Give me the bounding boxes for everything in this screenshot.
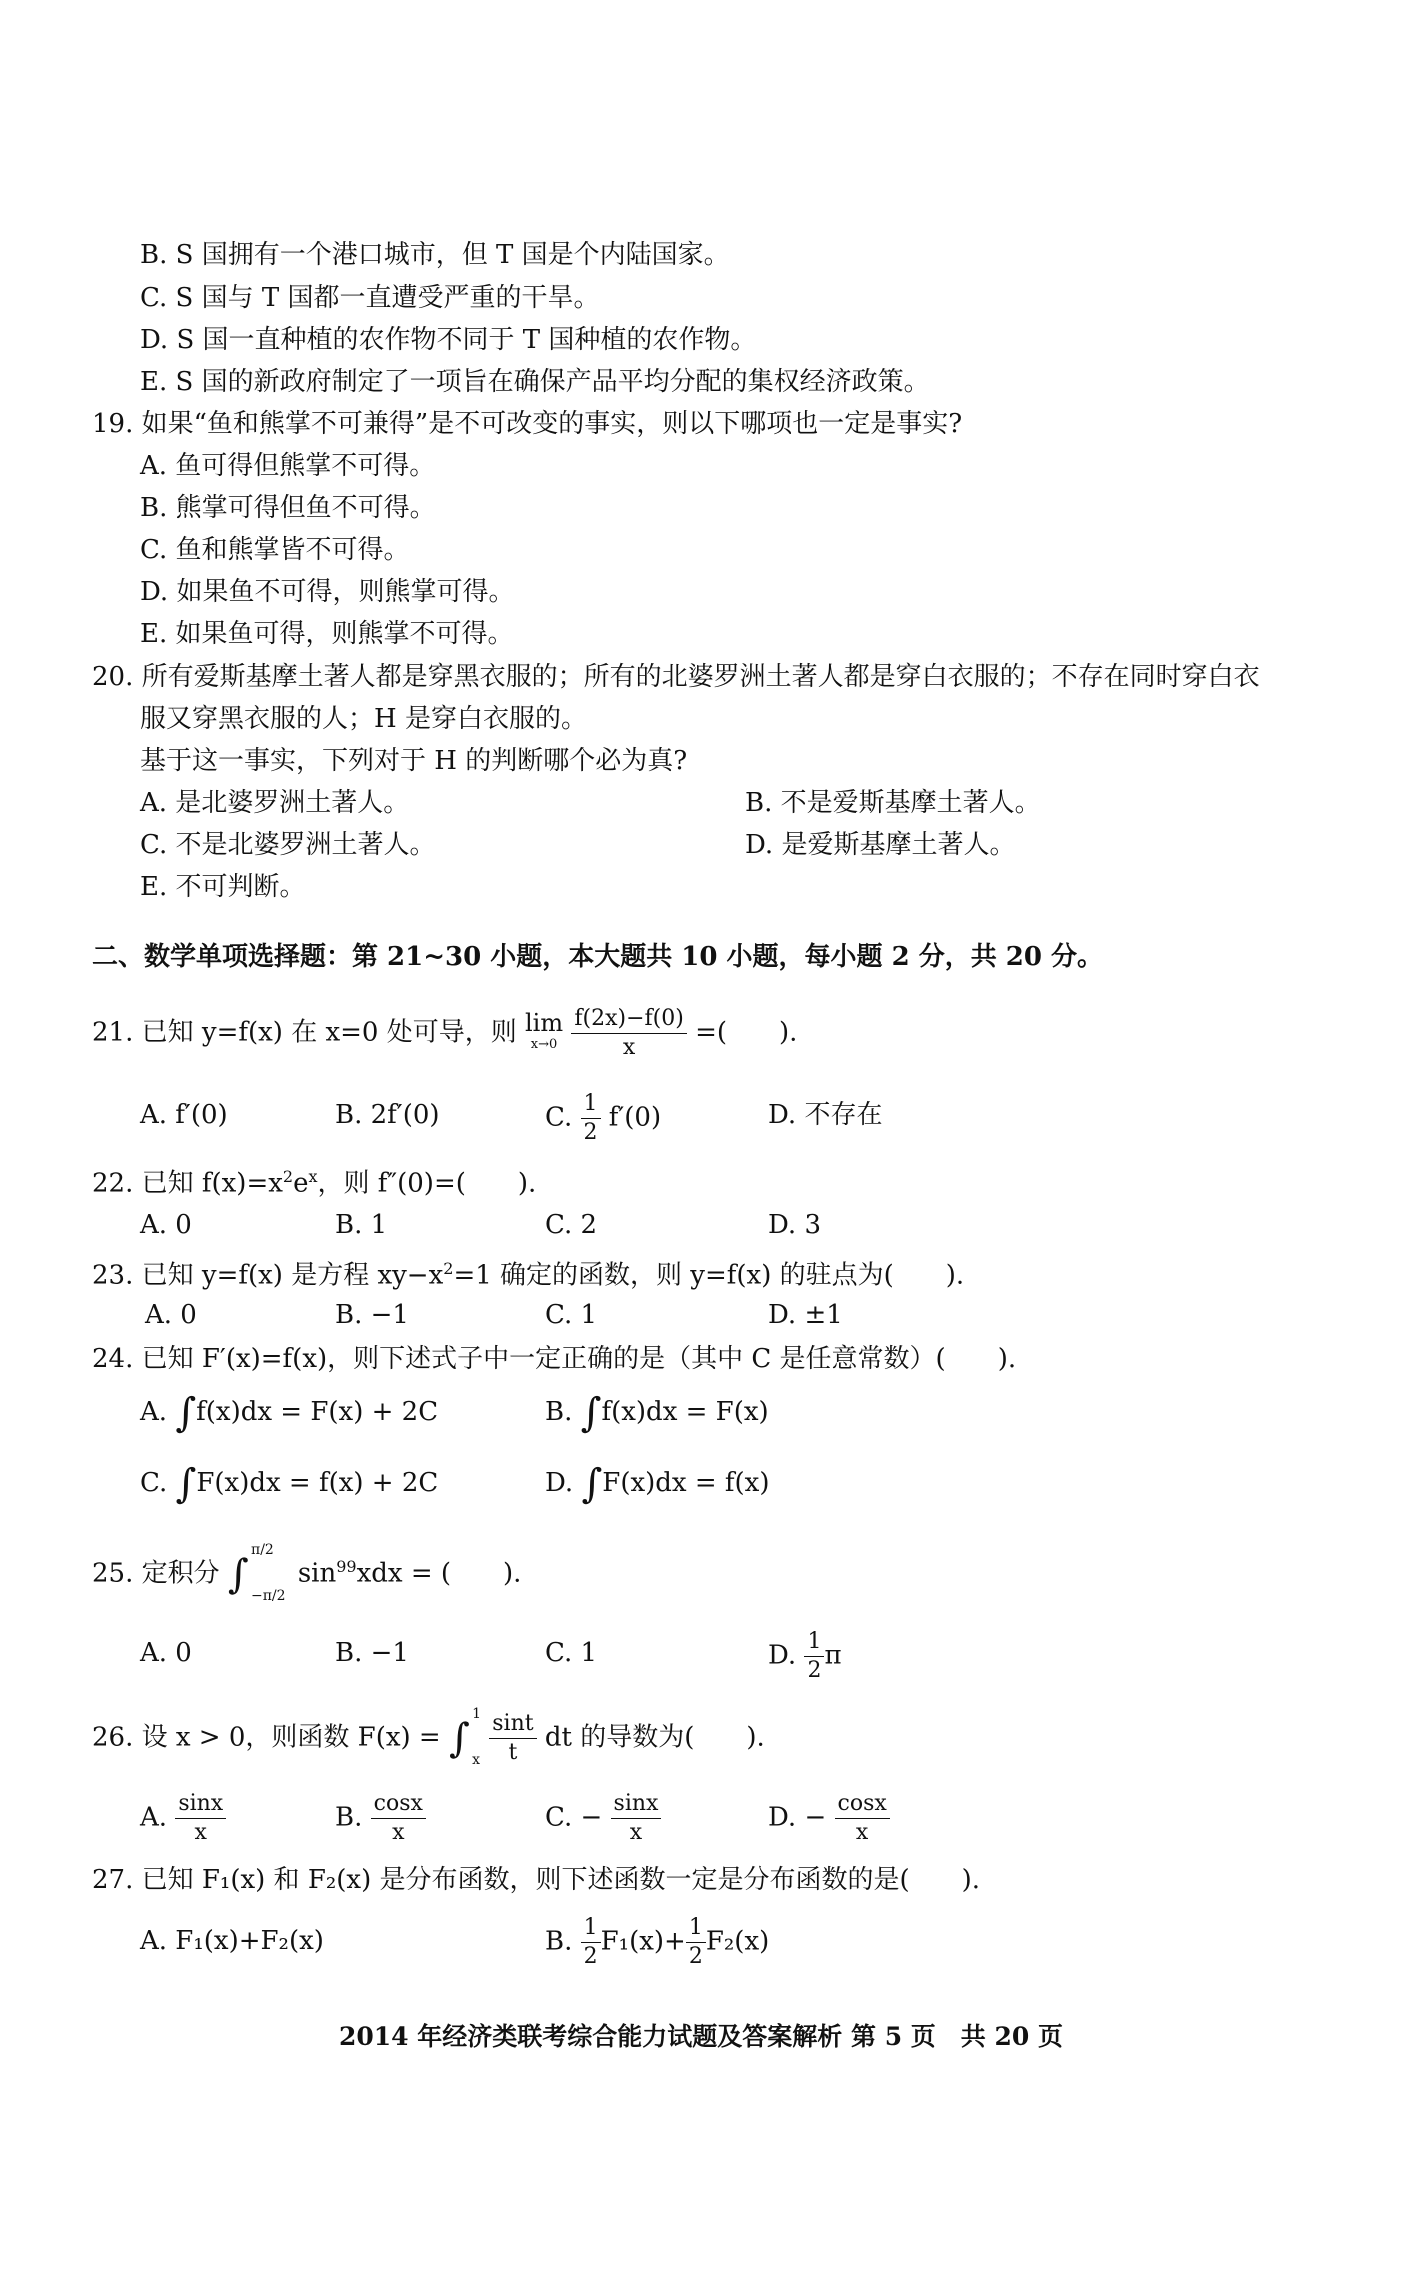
q18-option-b: B. S 国拥有一个港口城市，但 T 国是个内陆国家。: [140, 240, 730, 270]
q26-lower-limit: x: [472, 1751, 480, 1768]
q21-option-d: D. 不存在: [768, 1100, 883, 1130]
q21-numerator: f(2x)−f(0): [571, 1005, 686, 1034]
q27-option-b-num1: 1: [581, 1914, 601, 1943]
q27-option-b-fraction1: [581, 1914, 601, 1971]
q27-option-b: [545, 1914, 769, 1971]
integral-sign-icon: ∫: [227, 1551, 249, 1598]
q26-stem: [92, 1705, 765, 1768]
q24-option-d-label: D.: [545, 1468, 574, 1498]
q24-option-b: [545, 1390, 769, 1436]
q23-option-b: B. −1: [335, 1300, 409, 1330]
q18-option-e: E. S 国的新政府制定了一项旨在确保产品平均分配的集权经济政策。: [140, 367, 930, 397]
q26-option-d: [768, 1790, 890, 1847]
q26-option-c: [545, 1790, 661, 1847]
q24-option-d-expr: F(x)dx = f(x): [602, 1468, 770, 1498]
q27-option-b-den2: 2: [688, 1944, 703, 1969]
q24-option-b-expr: f(x)dx = F(x): [601, 1397, 769, 1427]
q25-lower-limit: −π/2: [251, 1587, 286, 1604]
q21-option-c: [545, 1090, 661, 1147]
q20-option-d: D. 是爱斯基摩土著人。: [745, 830, 1016, 860]
q26-stem-pre: 26. 设 x > 0，则函数 F(x) =: [92, 1722, 441, 1753]
q21-stem: [92, 1005, 797, 1062]
q20-stem-line3: 基于这一事实，下列对于 H 的判断哪个必为真?: [140, 746, 688, 776]
q24-option-c-expr: F(x)dx = f(x) + 2C: [196, 1468, 439, 1498]
q21-option-c-label: C.: [545, 1102, 573, 1133]
q25-option-d: [768, 1628, 842, 1685]
q23-sup: 2: [443, 1259, 454, 1278]
q27-stem: 27. 已知 F₁(x) 和 F₂(x) 是分布函数，则下述函数一定是分布函数的是( ).: [92, 1865, 981, 1895]
q22-option-c: C. 2: [545, 1210, 598, 1240]
q24-option-a: [140, 1390, 439, 1436]
q20-option-c: C. 不是北婆罗洲土著人。: [140, 830, 436, 860]
q23-stem-pre: 23. 已知 y=f(x) 是方程 xy−x: [92, 1260, 444, 1291]
q21-option-a: A. f′(0): [140, 1100, 228, 1130]
q18-option-c: C. S 国与 T 国都一直遭受严重的干旱。: [140, 283, 600, 313]
q25-stem: [92, 1541, 522, 1604]
q26-option-a: [140, 1790, 226, 1847]
q23-option-c: C. 1: [545, 1300, 598, 1330]
q26-denominator: t: [508, 1740, 518, 1765]
q19-option-c: C. 鱼和熊掌皆不可得。: [140, 535, 410, 565]
q26-option-d-num: cosx: [835, 1790, 890, 1819]
integral-sign-icon: ∫: [175, 1461, 197, 1507]
q22-option-b: B. 1: [335, 1210, 388, 1240]
q26-numerator: sint: [489, 1710, 536, 1739]
q22-stem-pre: 22. 已知 f(x)=x: [92, 1168, 283, 1199]
q25-option-d-fraction: [804, 1628, 824, 1685]
q26-option-d-label: D. −: [768, 1802, 827, 1833]
q26-option-d-fraction: [835, 1790, 890, 1847]
integral-sign-icon: ∫: [175, 1390, 197, 1436]
q24-option-c-label: C.: [140, 1468, 168, 1498]
q26-option-b: [335, 1790, 426, 1847]
q26-option-c-num: sinx: [611, 1790, 662, 1819]
q20-stem-line2: 服又穿黑衣服的人；H 是穿白衣服的。: [140, 704, 587, 734]
integral-sign-icon: ∫: [448, 1715, 470, 1762]
q27-option-b-mid: F₁(x)+: [600, 1926, 686, 1957]
q25-option-d-label: D.: [768, 1640, 797, 1671]
q25-option-d-pi: π: [824, 1640, 842, 1671]
q25-upper-limit: π/2: [251, 1541, 274, 1558]
q26-option-a-label: A.: [140, 1802, 168, 1833]
q26-fraction: [489, 1710, 536, 1767]
q24-option-c: [140, 1461, 439, 1507]
q27-option-b-label: B.: [545, 1926, 573, 1957]
q21-lim-sub: x→0: [530, 1036, 558, 1052]
q19-option-b: B. 熊掌可得但鱼不可得。: [140, 493, 436, 523]
q25-option-b: B. −1: [335, 1638, 409, 1668]
q24-option-d: [545, 1461, 770, 1507]
q19-option-a: A. 鱼可得但熊掌不可得。: [140, 451, 436, 481]
q23-option-d: D. ±1: [768, 1300, 843, 1330]
q27-option-b-fraction2: [686, 1914, 706, 1971]
q22-sup1: 2: [282, 1167, 294, 1186]
q24-option-a-expr: f(x)dx = F(x) + 2C: [196, 1397, 439, 1427]
q26-option-a-den: x: [194, 1820, 207, 1845]
q26-limits: [472, 1705, 481, 1768]
q21-limit: [524, 1008, 564, 1056]
q19-option-d: D. 如果鱼不可得，则熊掌可得。: [140, 577, 515, 607]
section-heading-math: 二、数学单项选择题：第 21~30 小题，本大题共 10 小题，每小题 2 分，共 20 分。: [92, 942, 1104, 972]
integral-sign-icon: ∫: [581, 1461, 603, 1507]
q19-stem: 19. 如果“鱼和熊掌不可兼得”是不可改变的事实，则以下哪项也一定是事实?: [92, 409, 963, 439]
q27-option-a: A. F₁(x)+F₂(x): [140, 1926, 324, 1956]
q27-option-b-den1: 2: [583, 1944, 598, 1969]
page-footer: 2014 年经济类联考综合能力试题及答案解析 第 5 页 共 20 页: [339, 2022, 1063, 2051]
q26-option-c-label: C. −: [545, 1802, 603, 1833]
q27-option-b-post: F₂(x): [705, 1926, 770, 1957]
q21-option-c-expr: f′(0): [608, 1102, 662, 1133]
q24-option-b-label: B.: [545, 1397, 573, 1427]
q25-sup: 99: [336, 1557, 357, 1576]
q25-option-a: A. 0: [140, 1638, 192, 1668]
q21-option-c-num: 1: [581, 1090, 601, 1119]
q22-stem: [92, 1160, 536, 1201]
q25-option-d-den: 2: [807, 1658, 822, 1683]
q23-stem: [92, 1252, 964, 1293]
q25-stem-post: xdx = ( ).: [356, 1558, 522, 1589]
q26-option-a-num: sinx: [175, 1790, 226, 1819]
q25-stem-pre: 25. 定积分: [92, 1558, 220, 1589]
q26-option-b-num: cosx: [371, 1790, 426, 1819]
q26-stem-post: dt 的导数为( ).: [544, 1722, 765, 1753]
q22-e: e: [293, 1168, 309, 1199]
q22-sup2: x: [308, 1167, 318, 1186]
q26-upper-limit: 1: [472, 1705, 481, 1722]
q21-option-c-den: 2: [583, 1120, 598, 1145]
integral-sign-icon: ∫: [580, 1390, 602, 1436]
q26-option-d-den: x: [855, 1820, 869, 1845]
q24-option-a-label: A.: [140, 1397, 168, 1427]
q25-option-d-num: 1: [804, 1628, 824, 1657]
q22-option-a: A. 0: [140, 1210, 192, 1240]
q25-option-c: C. 1: [545, 1638, 598, 1668]
q26-option-c-fraction: [611, 1790, 662, 1847]
q19-option-e: E. 如果鱼可得，则熊掌不可得。: [140, 619, 514, 649]
q26-option-b-fraction: [371, 1790, 426, 1847]
q18-option-d: D. S 国一直种植的农作物不同于 T 国种植的农作物。: [140, 325, 757, 355]
q21-denominator: x: [622, 1035, 636, 1060]
q20-option-e: E. 不可判断。: [140, 872, 306, 902]
q26-option-b-label: B.: [335, 1802, 363, 1833]
q26-option-a-fraction: [175, 1790, 226, 1847]
q25-limits: [251, 1541, 286, 1604]
q21-lim: lim: [524, 1008, 564, 1037]
q23-stem-post: =1 确定的函数，则 y=f(x) 的驻点为( ).: [453, 1260, 965, 1291]
q21-stem-text: 21. 已知 y=f(x) 在 x=0 处可导，则: [92, 1017, 517, 1048]
q24-stem: 24. 已知 F′(x)=f(x)，则下述式子中一定正确的是（其中 C 是任意常数）( ).: [92, 1344, 1017, 1374]
q21-stem-end: =( ).: [695, 1017, 798, 1048]
q20-option-b: B. 不是爱斯基摩土著人。: [745, 788, 1041, 818]
q20-stem-line1: 20. 所有爱斯基摩土著人都是穿黑衣服的；所有的北婆罗洲土著人都是穿白衣服的；不存在同时穿白衣: [92, 662, 1260, 692]
q26-option-c-den: x: [629, 1820, 643, 1845]
q23-option-a: A. 0: [145, 1300, 197, 1330]
q25-sin: sin: [297, 1558, 337, 1589]
q22-option-d: D. 3: [768, 1210, 821, 1240]
q21-option-b: B. 2f′(0): [335, 1100, 440, 1130]
q20-option-a: A. 是北婆罗洲土著人。: [140, 788, 410, 818]
q27-option-b-num2: 1: [686, 1914, 706, 1943]
q22-stem-post: ，则 f″(0)=( ).: [317, 1168, 537, 1199]
q26-option-b-den: x: [392, 1820, 405, 1845]
q21-fraction: [571, 1005, 686, 1062]
q21-option-c-fraction: [581, 1090, 601, 1147]
